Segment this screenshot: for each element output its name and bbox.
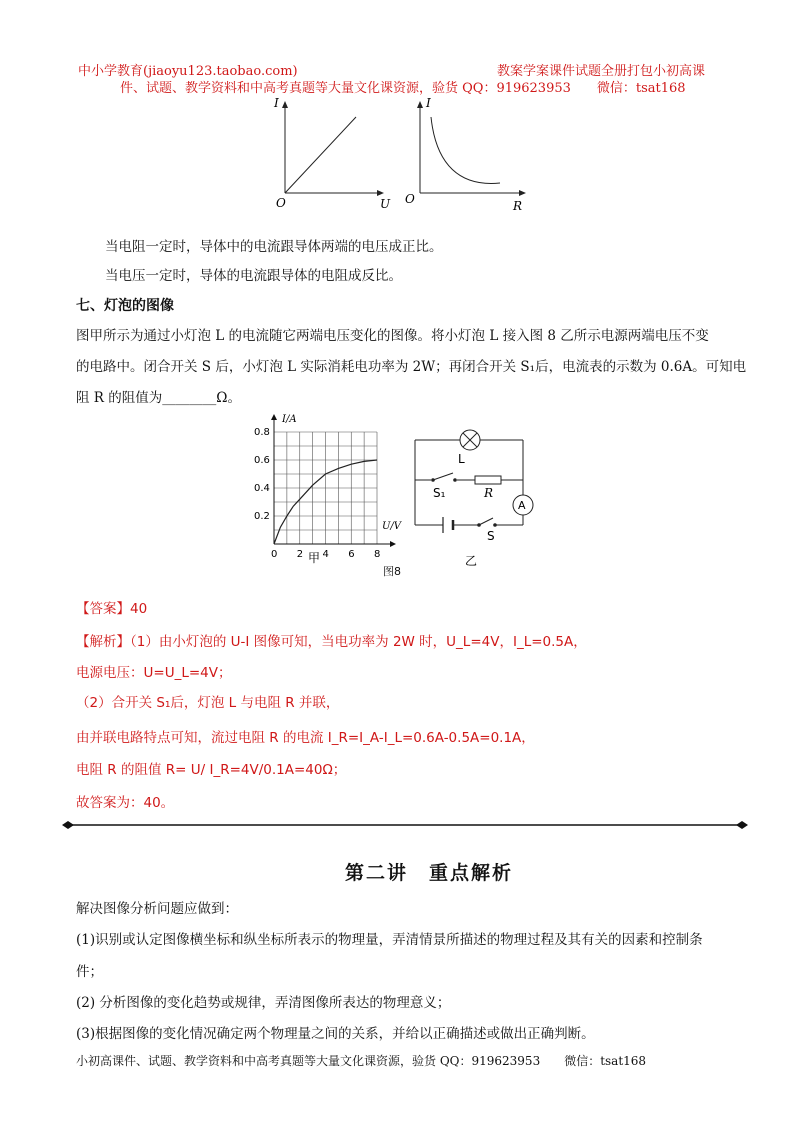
switch-s-label: S bbox=[487, 529, 495, 543]
analysis-line-2: 电源电压：U=U_L=4V； bbox=[76, 665, 232, 681]
x-tick-label: 0 bbox=[271, 549, 278, 560]
graph-right-origin: O bbox=[405, 192, 415, 206]
footer-text: 小初高课件、试题、教学资料和中高考真题等大量文化课资源，验货 QQ：919623953 微信：tsat168 bbox=[76, 1054, 647, 1068]
x-tick-label: 8 bbox=[374, 549, 381, 560]
direct-proportion-line bbox=[285, 117, 356, 193]
x-tick-label: 2 bbox=[296, 549, 304, 560]
graph-right-ylabel: I bbox=[426, 96, 431, 110]
x-tick-label: 4 bbox=[322, 549, 329, 560]
top-graphs bbox=[260, 95, 540, 215]
resistor-symbol bbox=[475, 476, 501, 484]
y-tick-label: 0.6 bbox=[254, 455, 270, 466]
lecture-2-title: 第二讲 重点解析 bbox=[345, 862, 514, 884]
analysis-line-5: 电阻 R 的阻值 R= U/ I_R=4V/0.1A=40Ω； bbox=[76, 762, 347, 778]
chart-grid bbox=[274, 432, 377, 544]
ammeter-label: A bbox=[518, 499, 526, 512]
chart-xlabel: U/V bbox=[382, 521, 402, 532]
inverse-proportion-curve bbox=[431, 117, 500, 183]
lamp-symbol bbox=[460, 430, 480, 450]
analysis-line-3: （2）合开关 S₁后，灯泡 L 与电阻 R 并联， bbox=[76, 695, 340, 711]
resistor-label: R bbox=[484, 486, 494, 500]
graph-left-xlabel: U bbox=[380, 197, 391, 211]
header-left: 中小学教育(jiaoyu123.taobao.com) bbox=[78, 64, 298, 79]
lecture-2-item-1a: (1)识别或认定图像横坐标和纵坐标所表示的物理量，弄清情景所描述的物理过程及其有关的因素和控制条 bbox=[76, 932, 703, 948]
analysis-line-6: 故答案为：40。 bbox=[76, 795, 175, 811]
graph-left-ylabel: I bbox=[274, 96, 279, 110]
header-line2: 件、试题、教学资料和中高考真题等大量文化课资源，验货 QQ：919623953 微信：tsat168 bbox=[120, 81, 686, 96]
chart-ticks bbox=[254, 427, 380, 560]
figure8-graph bbox=[252, 410, 402, 570]
analysis-line-1: 【解析】（1）由小灯泡的 U-I 图像可知，当电功率为 2W 时，U_L=4V，I_L=0.5A， bbox=[76, 634, 587, 650]
question-line-3: 阻 R 的阻值为________Ω。 bbox=[76, 390, 241, 406]
graph-left-origin: O bbox=[276, 196, 286, 210]
x-axis-arrow bbox=[390, 541, 396, 547]
graph-right-xlabel: R bbox=[513, 199, 523, 213]
graph-i-r bbox=[405, 96, 526, 213]
graph-i-u bbox=[273, 96, 391, 211]
battery-symbol bbox=[443, 517, 453, 533]
lecture-2-item-3: (3)根据图像的变化情况确定两个物理量之间的关系，并给以正确描述或做出正确判断。 bbox=[76, 1026, 595, 1042]
section-divider bbox=[60, 818, 750, 832]
switch-s1-symbol bbox=[431, 473, 457, 482]
y-axis-arrow bbox=[271, 414, 277, 420]
figure8-caption: 图8 bbox=[383, 565, 401, 578]
y-tick-label: 0.4 bbox=[254, 483, 270, 494]
lecture-2-item-2: (2) 分析图像的变化趋势或规律，弄清图像所表达的物理意义； bbox=[76, 995, 451, 1011]
lecture-2-intro: 解决图像分析问题应做到： bbox=[76, 901, 238, 917]
answer-label: 【答案】40 bbox=[76, 601, 148, 617]
y-tick-label: 0.2 bbox=[254, 511, 270, 522]
graph-label-jia: 甲 bbox=[308, 551, 321, 565]
section-7-title: 七、灯泡的图像 bbox=[76, 298, 174, 314]
ammeter-symbol bbox=[513, 495, 533, 515]
circuit-label-yi: 乙 bbox=[465, 554, 478, 568]
y-tick-label: 0.8 bbox=[254, 427, 270, 438]
statement-inverse: 当电压一定时，导体的电流跟导体的电阻成反比。 bbox=[105, 268, 402, 284]
question-line-1: 图甲所示为通过小灯泡 L 的电流随它两端电压变化的图像。将小灯泡 L 接入图 8 乙所示电源两端电压不变 bbox=[76, 328, 709, 344]
chart-ylabel: I/A bbox=[282, 414, 297, 425]
statement-proportional: 当电阻一定时，导体中的电流跟导体两端的电压成正比。 bbox=[105, 239, 443, 255]
switch-s1-label: S₁ bbox=[433, 486, 446, 500]
header-right: 教案学案课件试题全册打包小初高课 bbox=[497, 64, 706, 79]
figure8-circuit bbox=[405, 425, 545, 570]
lamp-label: L bbox=[458, 452, 465, 466]
lecture-2-item-1b: 件； bbox=[76, 964, 103, 980]
analysis-line-4: 由并联电路特点可知，流过电阻 R 的电流 I_R=I_A-I_L=0.6A-0.5A=0.1A， bbox=[76, 730, 535, 746]
question-line-2: 的电路中。闭合开关 S 后，小灯泡 L 实际消耗电功率为 2W；再闭合开关 S₁后，电流表的示数为 0.6A。可知电 bbox=[76, 359, 747, 375]
x-tick-label: 6 bbox=[348, 549, 355, 560]
switch-s-symbol bbox=[477, 518, 497, 527]
